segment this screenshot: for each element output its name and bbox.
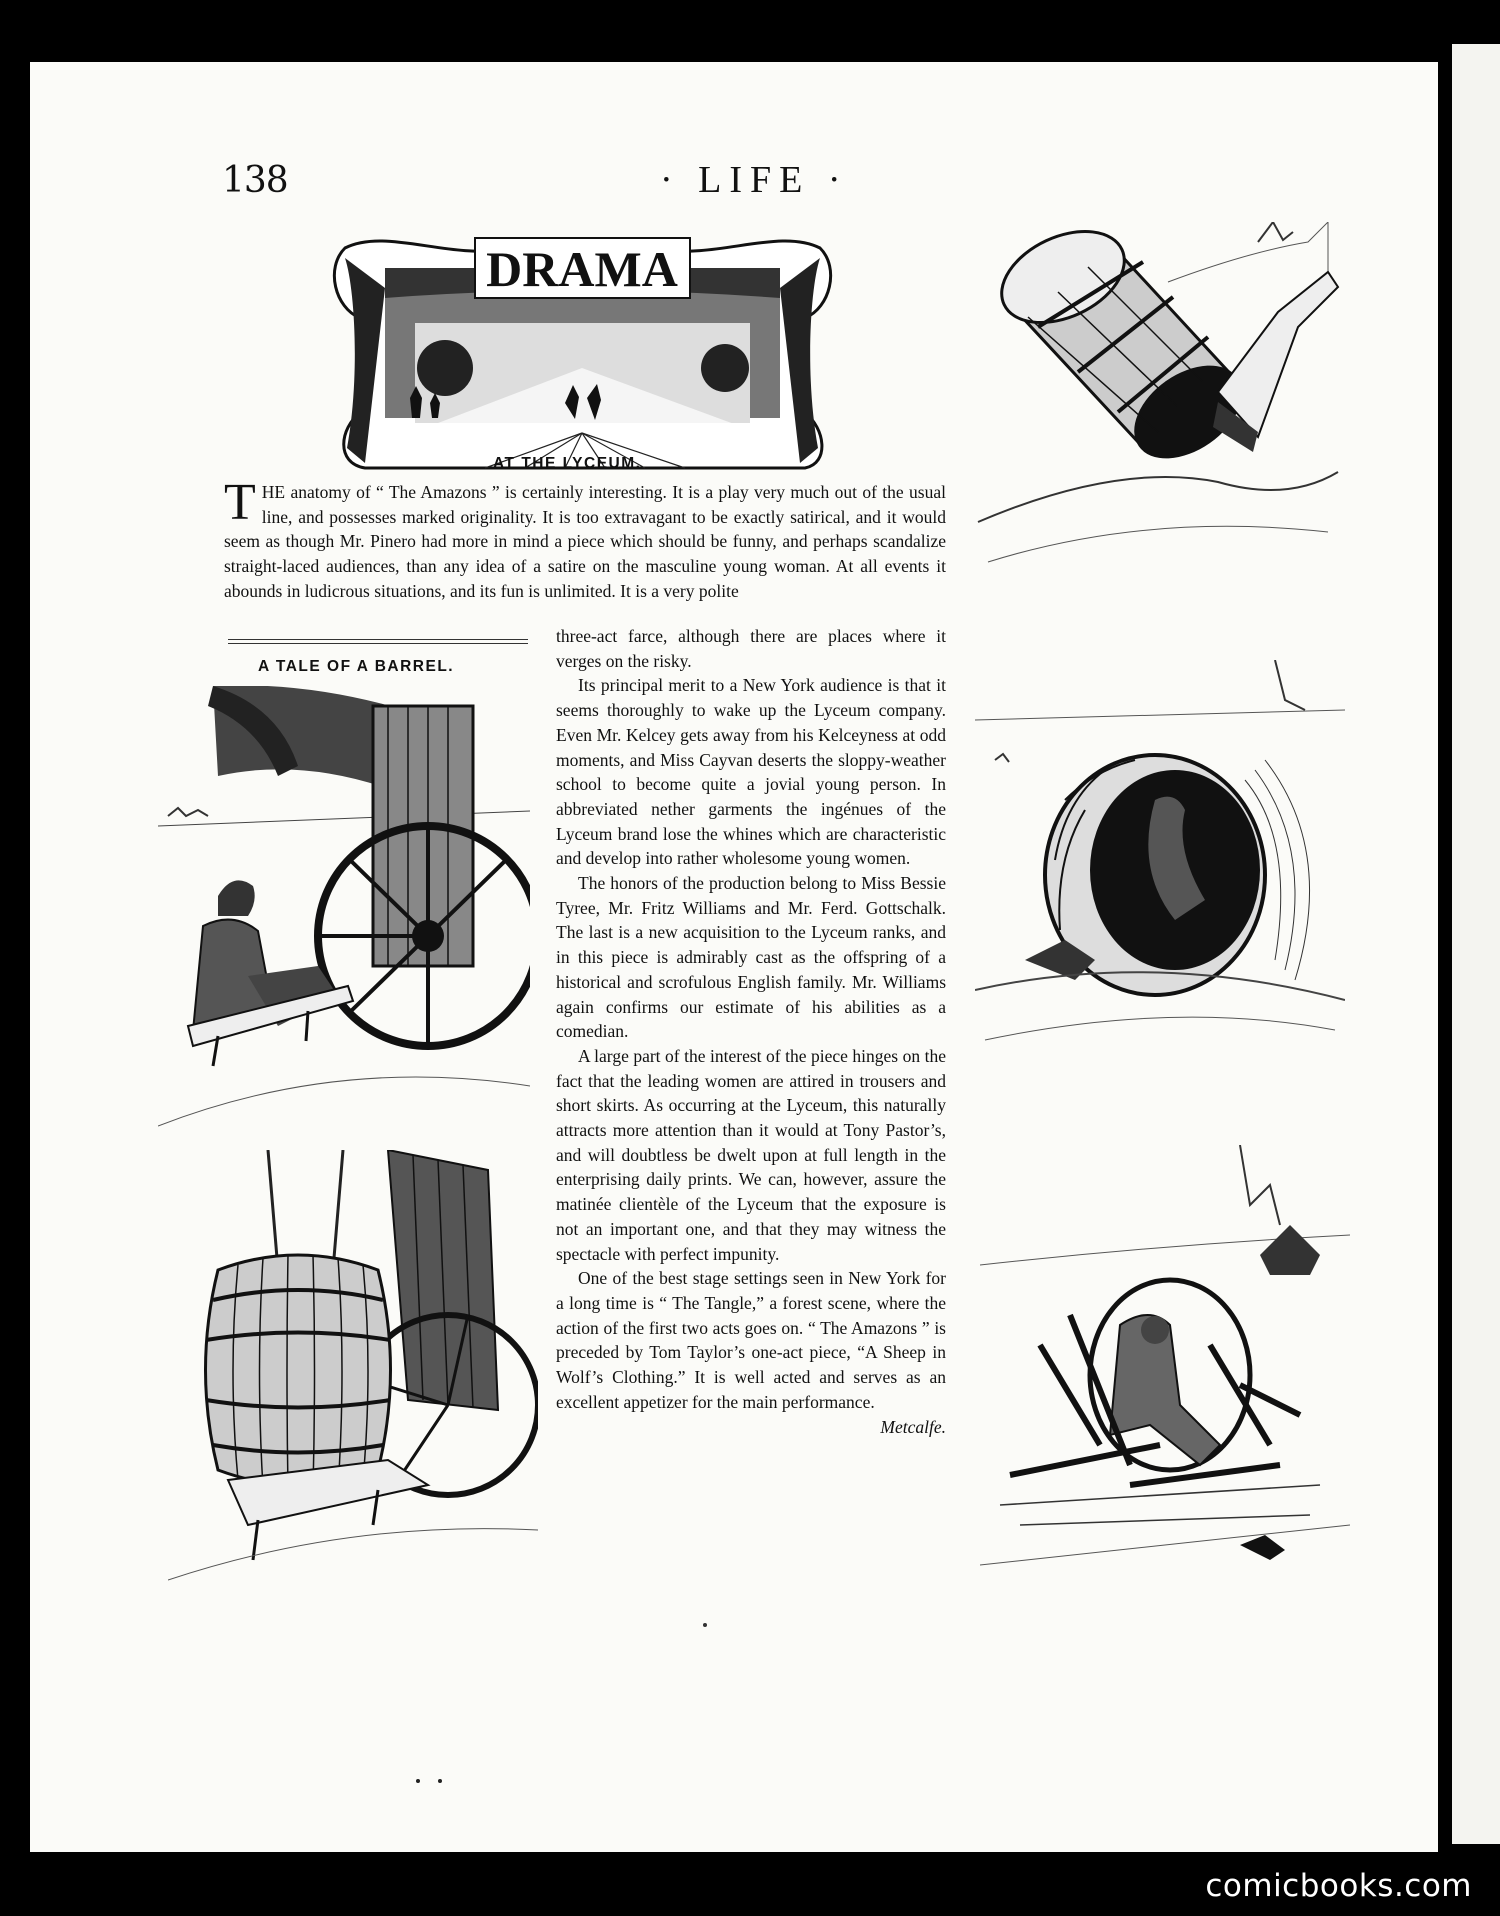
watermark: comicbooks.com [1205, 1868, 1472, 1904]
drama-title: DRAMA [486, 241, 678, 297]
intro-text: HE anatomy of “ The Amazons ” is certainly interesting. It is a play very much out of the usual line, and possesses marked originality. It is too extravagant to be exactly satirical, and it would seem as though Mr. Pinero had more in mind a piece which should be funny, and perhaps scandalize straight-laced audiences, than any idea of a satire on the masculine young woman. At all events it abounds in ludicrous situations, and its fun is unlimited. It is a very polite [224, 482, 946, 601]
illustration-barrel-on-sled [168, 1150, 538, 1590]
article-column [556, 624, 946, 1439]
illustration-barrel-rolling-with-rider [975, 660, 1345, 1060]
paragraph-1: three-act farce, although there are places where it verges on the risky. [556, 626, 946, 671]
intro-paragraph [224, 474, 946, 604]
page-number: 138 [222, 160, 288, 201]
illustration-wrecked-barrel [980, 1145, 1350, 1575]
paragraph-5: One of the best stage settings seen in New York for a long time is “ The Tangle,” a forest scene, where the action of the first two acts goes on. “ The Amazons ” is preceded by Tom Taylor’s one-act piece, “A Sheep in Wolf’s Clothing.” It is well acted and serves as an excellent appetizer for the main performance. Metcalfe. [556, 1266, 946, 1414]
drop-cap: T [224, 474, 256, 531]
paragraph-4: A large part of the interest of the piece hinges on the fact that the leading women are attired in trousers and short skirts. As occurring at the Lyceum, this naturally attracts more attention than it would at Tony Pastor’s, and will doubtless be dwelt upon at full length in the enterprising daily prints. We can, however, assure the matinée clientèle of the Lyceum that the exposure is not an important one, and that they may witness the spectacle with perfect impunity. [556, 1045, 946, 1264]
paragraph-2: Its principal merit to a New York audience is that it seems thoroughly to wake up the Lyceum company. Even Mr. Kelcey gets away from his Kelceyness at odd moments, and Miss Cayvan deserts the sloppy-weather school to become quite a jovial young person. In abbreviated nether garments the ingénues of the Lyceum brand lose the whines which are characteristic and develop into rather wholesome young women. [556, 675, 946, 869]
subheading-at-the-lyceum: AT THE LYCEUM. [493, 455, 642, 472]
illustration-barrel-rolling-off-sled [968, 222, 1348, 582]
cartoon-title: A TALE OF A BARREL. [258, 658, 455, 675]
drama-banner-illustration [325, 228, 840, 476]
print-speck [700, 1620, 710, 1630]
illustration-boy-on-sled-behind-wagon [158, 686, 530, 1136]
author-signature: Metcalfe. [880, 1416, 946, 1437]
masthead: · LIFE · [660, 159, 849, 201]
divider-rule [228, 639, 528, 644]
paragraph-3: The honors of the production belong to Miss Bessie Tyree, Mr. Fritz Williams and Mr. Ferd. Gottschalk. The last is a new acquisition to the Lyceum ranks, and in this piece is admirably cast as the offspring of a historical and scrofulous English family. Mr. Williams again confirms our estimate of his abilities as a comedian. [556, 873, 946, 1042]
next-page-edge [1452, 44, 1500, 1844]
print-specks [412, 1775, 452, 1787]
